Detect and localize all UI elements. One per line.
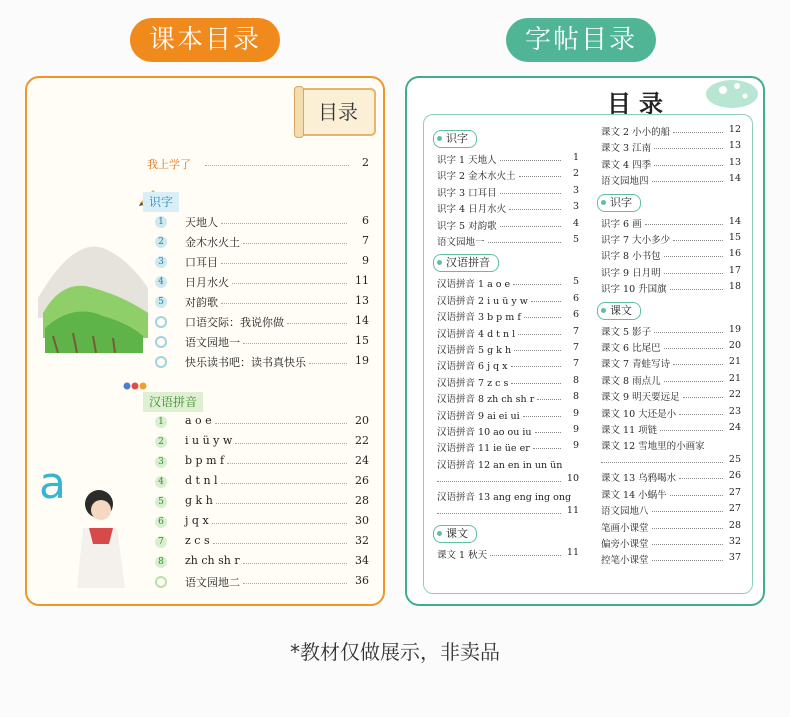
toc-item-number: 6: [155, 516, 167, 528]
toc-page-number: 3: [572, 184, 579, 196]
copybook-toc-title: 目录: [607, 89, 671, 118]
dot-leader: [243, 574, 347, 584]
toc-item-label: 控笔小课堂: [601, 555, 649, 567]
dot-leader: [509, 201, 561, 210]
toc-page-number: 9: [362, 254, 369, 267]
dot-leader: [670, 487, 723, 496]
toc-page-number: 21: [728, 372, 741, 384]
toc-item-label: 日月水火: [185, 276, 229, 289]
dot-leader: [523, 408, 561, 417]
dot-leader: [535, 424, 561, 433]
toc-page-number: 14: [728, 173, 741, 185]
dot-leader: [660, 422, 723, 431]
toc-row[interactable]: [601, 536, 741, 552]
toc-item-number: 1: [155, 216, 167, 228]
dot-leader: [654, 324, 723, 333]
toc-row[interactable]: [27, 474, 383, 492]
toc-row[interactable]: [437, 358, 579, 374]
dot-leader: [652, 520, 723, 529]
toc-page-number: 15: [728, 232, 741, 243]
dot-leader: [213, 534, 347, 544]
toc-row[interactable]: [437, 185, 579, 201]
toc-page-number: 9: [572, 424, 579, 435]
toc-row[interactable]: [437, 152, 579, 168]
toc-item-label: 对韵歌: [185, 296, 218, 309]
toc-page-number: 13: [355, 294, 369, 307]
toc-row[interactable]: [601, 265, 741, 281]
toc-item-label: 识字 4 日月水火: [437, 204, 507, 216]
section-tag-pinyin: 汉语拼音: [143, 392, 203, 412]
toc-item-label: g k h: [185, 494, 213, 507]
toc-item-label: j q x: [185, 514, 209, 527]
dot-leader: [518, 326, 561, 335]
dot-leader: [216, 494, 347, 504]
toc-item-label: 汉语拼音 4 d t n l: [437, 328, 516, 340]
dot-leader: [243, 234, 347, 244]
toc-page-number: 8: [572, 391, 579, 403]
dot-leader: [664, 373, 723, 382]
toc-page-number: 19: [355, 354, 369, 367]
toc-page-number: 22: [355, 434, 369, 447]
toc-row[interactable]: [27, 334, 383, 352]
toc-row[interactable]: [27, 534, 383, 552]
toc-row[interactable]: [601, 422, 741, 438]
toc-item-label: 汉语拼音 8 zh ch sh r: [437, 394, 535, 406]
toc-page-number: 23: [728, 405, 741, 417]
toc-item-label: 识字 3 口耳目: [437, 187, 497, 199]
dot-leader: [500, 218, 561, 227]
toc-item-number: 5: [155, 496, 167, 508]
toc-page-number: 11: [566, 546, 579, 558]
toc-page-number: 34: [355, 554, 369, 567]
toc-row[interactable]: [601, 281, 741, 297]
toc-page-number: 37: [728, 552, 741, 564]
toc-item-number: 5: [155, 296, 167, 308]
bullet-circle-icon: [155, 336, 167, 348]
toc-row[interactable]: [437, 168, 579, 184]
dot-leader: [683, 389, 723, 398]
toc-item-number: 4: [155, 476, 167, 488]
toc-item-label: 汉语拼音 7 z c s: [437, 377, 509, 389]
toc-page-number: 7: [572, 358, 579, 370]
dot-leader: [287, 314, 347, 324]
toc-item-label: 识字 10 升国旗: [601, 284, 667, 296]
toc-row[interactable]: [27, 314, 383, 332]
toc-item-label: 汉语拼音 12 an en in un ün: [437, 459, 563, 471]
toc-page-number: 27: [728, 486, 741, 498]
toc-row[interactable]: [27, 554, 383, 572]
toc-row[interactable]: [601, 520, 741, 536]
dot-leader: [670, 281, 723, 290]
toc-page-number: 26: [728, 470, 741, 482]
toc-row[interactable]: [27, 254, 383, 272]
toc-row-intro[interactable]: [27, 156, 383, 174]
dot-leader: [654, 157, 723, 166]
toc-item-label: 识字 7 大小多少: [601, 235, 671, 246]
dot-leader: [232, 274, 347, 284]
toc-item-number: 8: [155, 556, 167, 568]
toc-row[interactable]: [601, 324, 741, 340]
toc-page-number: 13: [728, 156, 741, 168]
dot-leader: [652, 552, 723, 561]
toc-row[interactable]: [601, 157, 741, 173]
toc-item-label: 天地人: [185, 216, 218, 229]
toc-page-number: 7: [572, 325, 579, 337]
toc-row[interactable]: [601, 232, 741, 248]
toc-row[interactable]: [601, 406, 741, 422]
toc-page-number: 17: [728, 264, 741, 276]
toc-item-label: 汉语拼音 5 g k h: [437, 345, 512, 356]
toc-page-number: 26: [355, 474, 369, 487]
toc-row[interactable]: [601, 248, 741, 264]
dot-leader: [221, 294, 347, 304]
toc-item-label: zh ch sh r: [185, 554, 240, 567]
dot-leader: [243, 554, 347, 564]
toc-item-label: 课文 5 影子: [601, 326, 652, 338]
toc-page-number: 25: [728, 454, 741, 466]
toc-item-label: 课文 11 项链: [601, 425, 658, 436]
toc-row[interactable]: [437, 457, 579, 489]
toc-row[interactable]: [27, 234, 383, 252]
toc-page-number: 22: [728, 389, 741, 401]
toc-item-number: 3: [155, 256, 167, 268]
toc-page-number: 28: [355, 494, 369, 507]
toc-page-number: 7: [362, 234, 369, 247]
toc-item-label: z c s: [185, 534, 210, 547]
toc-page-number: 11: [566, 504, 579, 516]
dot-leader: [664, 248, 723, 257]
toc-item-number: 3: [155, 456, 167, 468]
toc-row[interactable]: [601, 124, 741, 140]
toc-row[interactable]: [601, 487, 741, 503]
dot-leader: [221, 474, 347, 484]
toc-row[interactable]: [437, 547, 579, 563]
toc-page-number: 9: [572, 407, 579, 419]
toc-row[interactable]: [437, 326, 579, 342]
toc-item-label: 金木水火土: [185, 236, 240, 249]
toc-page-number: 20: [728, 340, 741, 351]
toc-row[interactable]: [601, 389, 741, 405]
toc-page-number: 12: [728, 124, 741, 135]
toc-item-label: 汉语拼音 9 ai ei ui: [437, 410, 520, 422]
toc-item-number: 2: [155, 436, 167, 448]
toc-row[interactable]: [437, 408, 579, 424]
toc-item-label: 课文 6 比尾巴: [601, 343, 661, 354]
toc-item-label: d t n l: [185, 474, 218, 487]
toc-page-number: 5: [572, 276, 579, 288]
toc-row[interactable]: [601, 438, 741, 470]
toc-page-number: 2: [362, 156, 369, 169]
toc-page-number: 32: [355, 534, 369, 547]
toc-item-label: 语文园地一: [185, 336, 240, 349]
dot-leader: [537, 391, 561, 400]
dot-leader: [652, 536, 723, 545]
dot-leader: [235, 434, 347, 444]
dot-leader: [227, 454, 347, 464]
dot-leader: [511, 375, 561, 384]
toc-item-label: 笔画小课堂: [601, 522, 649, 534]
toc-item-label: 识字 9 日月明: [601, 267, 661, 279]
bullet-circle-icon: [155, 576, 167, 588]
section-tag: 课文: [597, 302, 641, 320]
dot-leader: [513, 276, 561, 285]
toc-item-label: 课文 9 明天要远足: [601, 392, 680, 404]
toc-row[interactable]: [27, 414, 383, 432]
toc-row[interactable]: [601, 173, 741, 189]
toc-page-number: 6: [572, 309, 579, 321]
dot-leader: [221, 214, 347, 224]
toc-item-label: 识字 2 金木水火土: [437, 171, 516, 183]
toc-row[interactable]: [437, 440, 579, 456]
toc-page-number: 16: [728, 248, 741, 260]
section-tag: 汉语拼音: [433, 254, 499, 272]
toc-page-number: 27: [728, 503, 741, 515]
dot-leader: [654, 140, 723, 149]
toc-page-number: 1: [572, 152, 579, 163]
toc-page-number: 28: [728, 519, 741, 531]
toc-row[interactable]: [601, 373, 741, 389]
toc-item-label: 课文 13 乌鸦喝水: [601, 473, 677, 485]
toc-row[interactable]: [601, 552, 741, 568]
dot-leader: [514, 342, 561, 351]
dot-leader: [533, 440, 561, 449]
dot-leader: [437, 473, 561, 482]
toc-item-label: 识字 1 天地人: [437, 155, 497, 166]
toc-row[interactable]: [601, 356, 741, 372]
toc-item-label: 语文园地四: [601, 176, 649, 188]
toc-item-label: 汉语拼音 13 ang eng ing ong: [437, 491, 572, 503]
toc-item-label: 语文园地八: [601, 506, 649, 518]
dot-leader: [500, 152, 561, 161]
toc-page-number: 36: [355, 574, 369, 587]
textbook-toc-label: 课本目录: [130, 18, 280, 62]
dot-leader: [673, 356, 723, 365]
toc-item-label: 识字 5 对韵歌: [437, 220, 497, 232]
toc-item-label: 课文 10 大还是小: [601, 408, 677, 420]
toc-page-number: 32: [728, 536, 741, 547]
dot-leader: [205, 156, 349, 166]
toc-item-label: 课文 2 小小的船: [601, 127, 671, 138]
toc-page-number: 19: [728, 323, 741, 335]
toc-item-number: 4: [155, 276, 167, 288]
bullet-circle-icon: [155, 356, 167, 368]
copybook-toc-label: 字帖目录: [506, 18, 656, 62]
dot-leader: [673, 232, 723, 241]
toc-page-number: 10: [566, 472, 579, 484]
textbook-toc-panel: [25, 76, 385, 606]
toc-item-label: 汉语拼音 10 ao ou iu: [437, 427, 532, 438]
toc-row[interactable]: [437, 375, 579, 391]
toc-intro-label: 我上学了: [147, 158, 191, 171]
dot-leader: [679, 406, 723, 415]
toc-row[interactable]: [27, 454, 383, 472]
toc-row[interactable]: [601, 140, 741, 156]
toc-row[interactable]: [437, 391, 579, 407]
dot-leader: [488, 234, 561, 243]
toc-row[interactable]: [437, 218, 579, 234]
dot-leader: [652, 503, 723, 512]
toc-item-label: 汉语拼音 1 a o e: [437, 279, 511, 291]
toc-item-label: 语文园地二: [185, 576, 240, 589]
display-only-caption: *教材仅做展示，非卖品: [290, 640, 500, 664]
dot-leader: [243, 334, 347, 344]
toc-item-label: 偏旁小课堂: [601, 539, 649, 550]
dot-leader: [519, 168, 561, 177]
toc-item-number: 2: [155, 236, 167, 248]
dot-leader: [500, 185, 561, 194]
dot-leader: [673, 124, 723, 133]
toc-item-label: 课文 8 雨点儿: [601, 375, 661, 387]
toc-page-number: 7: [572, 342, 579, 353]
section-tag: 识字: [433, 130, 477, 148]
toc-row[interactable]: [601, 340, 741, 356]
toc-page-number: 4: [572, 217, 579, 229]
toc-page-number: 14: [728, 215, 741, 227]
toc-page-number: 2: [572, 168, 579, 180]
toc-page-number: 6: [572, 292, 579, 304]
toc-item-label: 课文 14 小蜗牛: [601, 489, 667, 501]
dots-decoration-icon: [123, 380, 147, 392]
dot-leader: [645, 216, 723, 225]
toc-page-number: 11: [355, 274, 369, 287]
section-tag: 识字: [597, 194, 641, 212]
toc-row[interactable]: [601, 503, 741, 519]
toc-row[interactable]: [437, 276, 579, 292]
dot-leader: [437, 505, 561, 514]
toc-item-number: 1: [155, 416, 167, 428]
toc-item-label: 汉语拼音 3 b p m f: [437, 312, 521, 324]
toc-item-label: 汉语拼音 6 j q x: [437, 361, 508, 373]
toc-row[interactable]: [27, 274, 383, 292]
toc-page-number: 8: [572, 374, 579, 386]
toc-page-number: 15: [355, 334, 369, 347]
toc-item-label: i u ü y w: [185, 434, 233, 447]
toc-row[interactable]: [437, 489, 579, 521]
toc-row[interactable]: [437, 293, 579, 309]
toc-page-number: 21: [728, 356, 741, 368]
toc-row[interactable]: [27, 494, 383, 512]
toc-item-label: 汉语拼音 11 ie üe er: [437, 443, 530, 455]
dot-leader: [664, 340, 723, 349]
dot-leader: [212, 514, 347, 524]
toc-row[interactable]: [27, 214, 383, 232]
dot-leader: [215, 414, 347, 424]
toc-page-number: 30: [355, 514, 369, 527]
dot-leader: [531, 293, 561, 302]
toc-item-label: 课文 4 四季: [601, 159, 652, 171]
toc-page-number: 3: [572, 201, 579, 213]
toc-item-label: 课文 3 江南: [601, 143, 652, 155]
toc-page-number: 9: [572, 440, 579, 452]
toc-row[interactable]: [27, 574, 383, 592]
dot-leader: [221, 254, 347, 264]
toc-row[interactable]: [27, 434, 383, 452]
dot-leader: [652, 173, 723, 182]
toc-item-label: 识字 6 画: [601, 218, 642, 230]
toc-row[interactable]: [437, 424, 579, 440]
toc-page-number: 14: [355, 314, 369, 327]
toc-row[interactable]: [437, 342, 579, 358]
dot-leader: [490, 547, 561, 556]
dot-leader: [511, 358, 561, 367]
toc-page-number: 24: [355, 454, 369, 467]
toc-item-label: 课文 7 青蛙写诗: [601, 359, 671, 371]
toc-item-label: 汉语拼音 2 i u ü y w: [437, 295, 528, 307]
toc-item-label: 语文园地一: [437, 237, 485, 248]
toc-page-number: 24: [728, 422, 741, 433]
toc-row[interactable]: [437, 201, 579, 217]
bullet-circle-icon: [155, 316, 167, 328]
toc-page-number: 18: [728, 281, 741, 293]
toc-row[interactable]: [27, 354, 383, 372]
toc-item-label: 快乐读书吧：读书真快乐: [185, 356, 306, 369]
toc-item-label: 识字 8 小书包: [601, 251, 661, 263]
toc-page-number: 13: [728, 140, 741, 152]
toc-item-label: 口语交际：我说你做: [185, 316, 284, 329]
dot-leader: [601, 454, 723, 463]
toc-item-label: 口耳目: [185, 256, 218, 269]
toc-item-number: 7: [155, 536, 167, 548]
toc-row[interactable]: [437, 309, 579, 325]
toc-item-label: b p m f: [185, 454, 225, 467]
dot-leader: [524, 309, 561, 318]
toc-row[interactable]: [437, 234, 579, 250]
toc-item-label: 课文 12 雪地里的小画家: [601, 441, 705, 453]
toc-item-label: 课文 1 秋天: [437, 549, 488, 561]
dot-leader: [664, 265, 723, 274]
toc-row[interactable]: [601, 216, 741, 232]
toc-row[interactable]: [27, 514, 383, 532]
section-tag: 课文: [433, 525, 477, 543]
toc-page-number: 6: [362, 214, 369, 227]
toc-page-number: 20: [355, 414, 369, 427]
svg-text:a: a: [39, 458, 66, 509]
toc-item-label: a o e: [185, 414, 212, 427]
toc-page-number: 5: [572, 234, 579, 245]
textbook-toc-title: 目录: [318, 100, 358, 124]
dot-leader: [679, 470, 723, 479]
dot-leader: [309, 354, 347, 364]
toc-row[interactable]: [601, 470, 741, 486]
toc-row[interactable]: [27, 294, 383, 312]
copybook-toc-panel: [405, 76, 765, 606]
toc-title-scroll: [300, 88, 376, 136]
section-tag-literacy: 识字: [143, 192, 179, 212]
